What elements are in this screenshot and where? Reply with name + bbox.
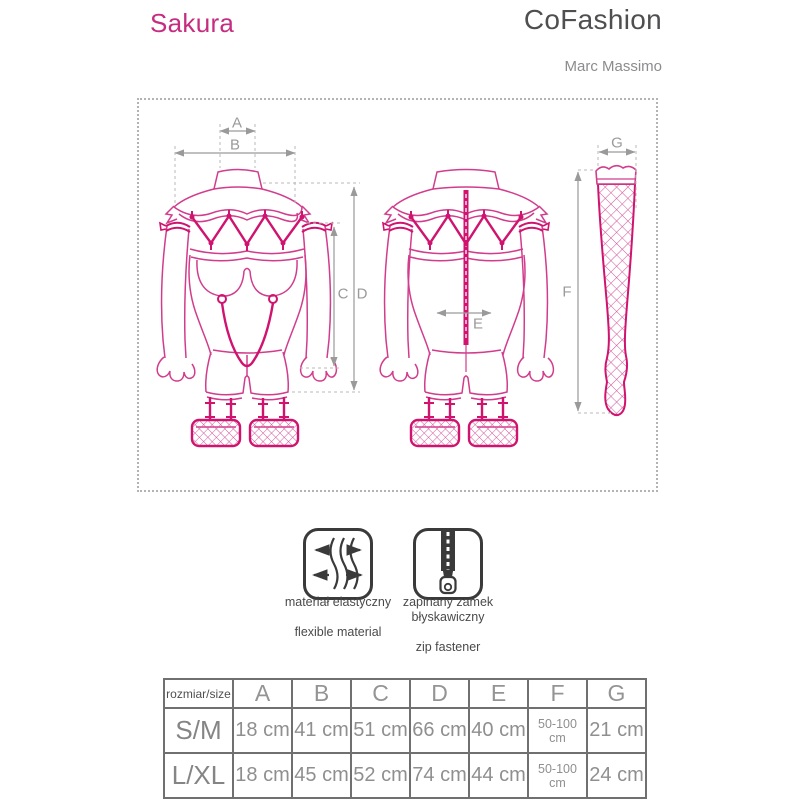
col-header-f: F	[528, 679, 587, 708]
dimension-label-a: A	[231, 114, 243, 132]
size-value: 51 cm	[351, 708, 410, 753]
col-header-a: A	[233, 679, 292, 708]
zip-fastener-label-pl: zapinany zamek błyskawiczny	[402, 595, 494, 624]
brand-name: CoFashion	[523, 4, 662, 35]
flexible-material-label-en: flexible material	[294, 625, 382, 639]
front-view-drawing	[157, 170, 336, 447]
size-row-sm	[164, 708, 646, 753]
size-value: 41 cm	[292, 708, 351, 753]
dimension-label-c: C	[337, 285, 349, 303]
size-row-lxl	[164, 753, 646, 798]
size-value: 52 cm	[351, 753, 410, 798]
garment-diagram-svg	[137, 98, 658, 492]
size-name: L/XL	[164, 753, 233, 798]
size-value: 45 cm	[292, 753, 351, 798]
dimension-label-g: G	[611, 134, 623, 152]
zip-fastener-icon	[413, 528, 483, 600]
size-value: 74 cm	[410, 753, 469, 798]
dimension-lines	[175, 124, 636, 413]
size-value: 50-100 cm	[528, 753, 587, 798]
col-header-e: E	[469, 679, 528, 708]
size-value: 24 cm	[587, 753, 646, 798]
stocking-drawing	[596, 166, 636, 415]
dimension-label-b: B	[229, 136, 241, 154]
flexible-material-icon	[303, 528, 373, 600]
size-table-header-row	[164, 679, 646, 708]
size-value: 66 cm	[410, 708, 469, 753]
dimension-label-e: E	[472, 315, 484, 333]
col-header-b: B	[292, 679, 351, 708]
flexible-material-label-pl: materiał elastyczny	[284, 595, 392, 609]
col-header-d: D	[410, 679, 469, 708]
col-header-c: C	[351, 679, 410, 708]
size-value: 18 cm	[233, 708, 292, 753]
back-view-drawing	[380, 170, 553, 447]
dimension-label-d: D	[356, 285, 368, 303]
size-value: 18 cm	[233, 753, 292, 798]
size-table	[163, 678, 647, 799]
size-value: 40 cm	[469, 708, 528, 753]
size-value: 50-100 cm	[528, 708, 587, 753]
size-table-corner: rozmiar/size	[164, 679, 233, 708]
col-header-g: G	[587, 679, 646, 708]
product-name: Sakura	[150, 8, 235, 38]
size-value: 44 cm	[469, 753, 528, 798]
size-name: S/M	[164, 708, 233, 753]
zip-fastener-label-en: zip fastener	[415, 640, 481, 654]
size-value: 21 cm	[587, 708, 646, 753]
designer-name: Marc Massimo	[564, 58, 662, 75]
dimension-label-f: F	[562, 283, 572, 301]
